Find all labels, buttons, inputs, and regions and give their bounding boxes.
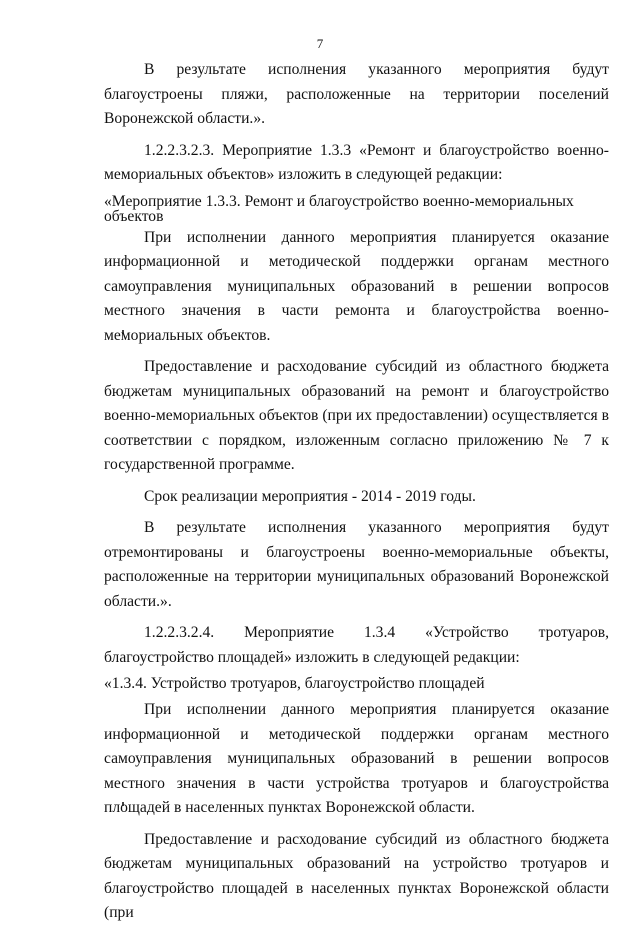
paragraph-subsidies-memorials: Предоставление и расходование субсидий из областного бюджета бюджетам муниципальных образований на ремонт и благоустройство военно-мемориальных объектов (при их предоставлении) осуществляется в соответствии с порядком, изложенным согласно приложению № 7 к государственной программе. <box>104 358 609 473</box>
paragraph-support-memorials: При исполнении данного мероприятия планируется оказание информационной и методической поддержки органам местного самоуправления муниципальных образований в решении вопросов местного значения в части ремонта и благоустройства военно-мемориальных объектов. <box>104 228 609 344</box>
document-body <box>104 58 609 926</box>
paragraph-results-beaches: В результате исполнения указанного мероприятия будут благоустроены пляжи, расположенные на территории поселений Воронежской области.». <box>104 61 609 127</box>
section-heading-line: «Мероприятие 1.3.3. Ремонт и благоустройство военно-мемориальных <box>104 192 574 210</box>
paragraph-amendment-1-3-4: 1.2.2.3.2.4. Мероприятие 1.3.4 «Устройство тротуаров, благоустройство площадей» изложить в следующей редакции: <box>104 624 609 666</box>
section-heading-line: объектов <box>104 207 164 225</box>
page-number: 7 <box>316 36 324 51</box>
paragraph-results-memorials: В результате исполнения указанного мероприятия будут отремонтированы и благоустроены военно-мемориальные объекты, расположенные на территории муниципальных образований Воронежской области.». <box>104 519 609 610</box>
paragraph-subsidies-sidewalks: Предоставление и расходование субсидий из областного бюджета бюджетам муниципальных образований на устройство тротуаров и благоустройство площадей в населенных пунктах Воронежской области (при <box>104 830 609 921</box>
section-heading-1-3-4: «1.3.4. Устройство тротуаров, благоустройство площадей <box>104 675 485 692</box>
paragraph-support-sidewalks: При исполнении данного мероприятия планируется оказание информационной и методической поддержки органам местного самоуправления муниципальных образований в решении вопросов местного значения в части устройства тротуаров и благоустройства площадей в населенных пунктах Воронежской области. <box>104 701 609 816</box>
paragraph-implementation-period: Срок реализации мероприятия - 2014 - 2019 годы. <box>144 487 476 505</box>
section-heading-1-3-3 <box>104 194 609 224</box>
paragraph-amendment-1-3-3: 1.2.2.3.2.3. Мероприятие 1.3.3 «Ремонт и благоустройство военно-мемориальных объектов» изложить в следующей редакции: <box>104 141 609 183</box>
